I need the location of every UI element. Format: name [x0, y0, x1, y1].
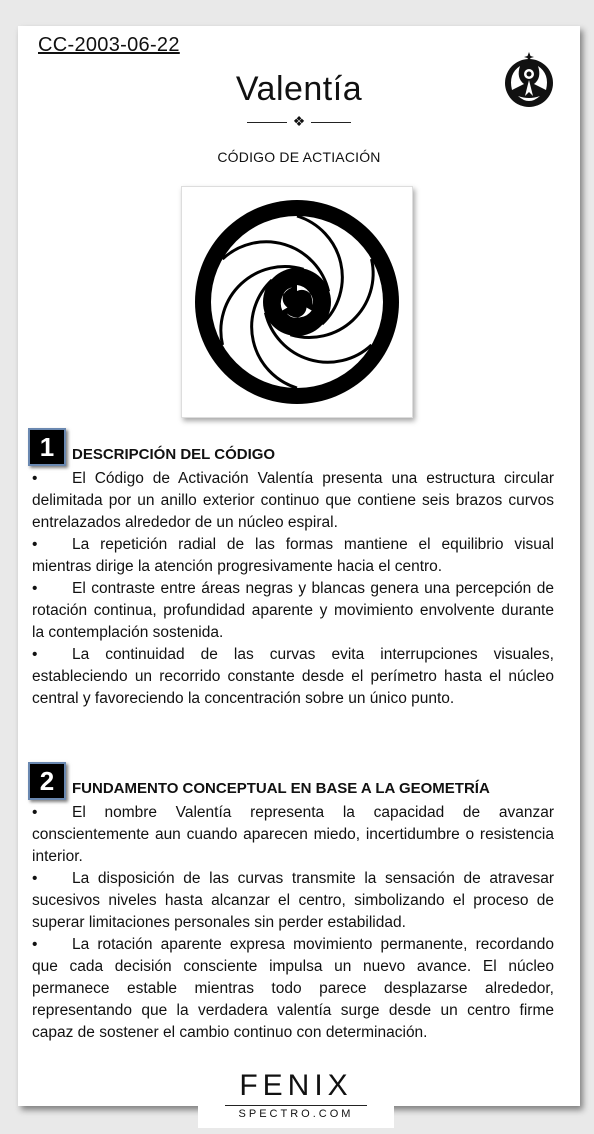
- ornament-glyph: ❖: [292, 113, 306, 129]
- section-1-body: [32, 468, 554, 710]
- spiral-emblem-icon: [182, 187, 412, 417]
- phoenix-logo-icon: [498, 50, 560, 112]
- section-2-body: [32, 802, 554, 1044]
- list-item: • El Código de Activación Valentía presenta una estructura circular delimitada por un anillo exterior continuo que contiene seis brazos curvos entrelazados alrededor de un núcleo espiral.: [32, 470, 554, 531]
- section-2-title: FUNDAMENTO CONCEPTUAL EN BASE A LA GEOMETRÍA: [72, 780, 490, 797]
- list-item: • La repetición radial de las formas mantiene el equilibrio visual mientras dirige la atención progresivamente hacia el centro.: [32, 536, 554, 575]
- footer-brand: [198, 1066, 394, 1128]
- title-ornament: [18, 114, 580, 128]
- list-item: • El nombre Valentía representa la capacidad de avanzar conscientemente aun cuando aparecen miedo, incertidumbre o resistencia interior.: [32, 804, 554, 865]
- list-item: • La disposición de las curvas transmite la sensación de atravesar sucesivos niveles hasta alcanzar el centro, simbolizando el proceso de superar limitaciones personales sin perder estabilidad.: [32, 870, 554, 931]
- code-id: CC-2003-06-22: [38, 34, 180, 56]
- brand-site: SPECTRO.COM: [238, 1108, 354, 1120]
- list-item: • La continuidad de las curvas evita interrupciones visuales, estableciendo un recorrido constante desde el perímetro hasta el núcleo central y favoreciendo la concentración sobre un único punto.: [32, 646, 554, 707]
- section-1-number: 1: [28, 428, 66, 466]
- emblem-frame: [181, 186, 413, 418]
- section-2-number: 2: [28, 762, 66, 800]
- page-subtitle: CÓDIGO DE ACTIACIÓN: [217, 149, 381, 165]
- list-item: • El contraste entre áreas negras y blancas genera una percepción de rotación continua, profundidad aparente y movimiento envolvente durante la contemplación sostenida.: [32, 580, 554, 641]
- document-page: [18, 26, 580, 1120]
- section-1-title: DESCRIPCIÓN DEL CÓDIGO: [72, 446, 276, 463]
- list-item: • La rotación aparente expresa movimiento permanente, recordando que cada decisión consciente impulsa un nuevo avance. El núcleo permanece estable mientras todo parece desplazarse alrededor, representando que la verdadera valentía surge desde un centro firme capaz de sostener el cambio continuo con determinación.: [32, 936, 554, 1041]
- brand-name: FENIX: [239, 1069, 353, 1102]
- page-title: Valentía: [235, 70, 363, 108]
